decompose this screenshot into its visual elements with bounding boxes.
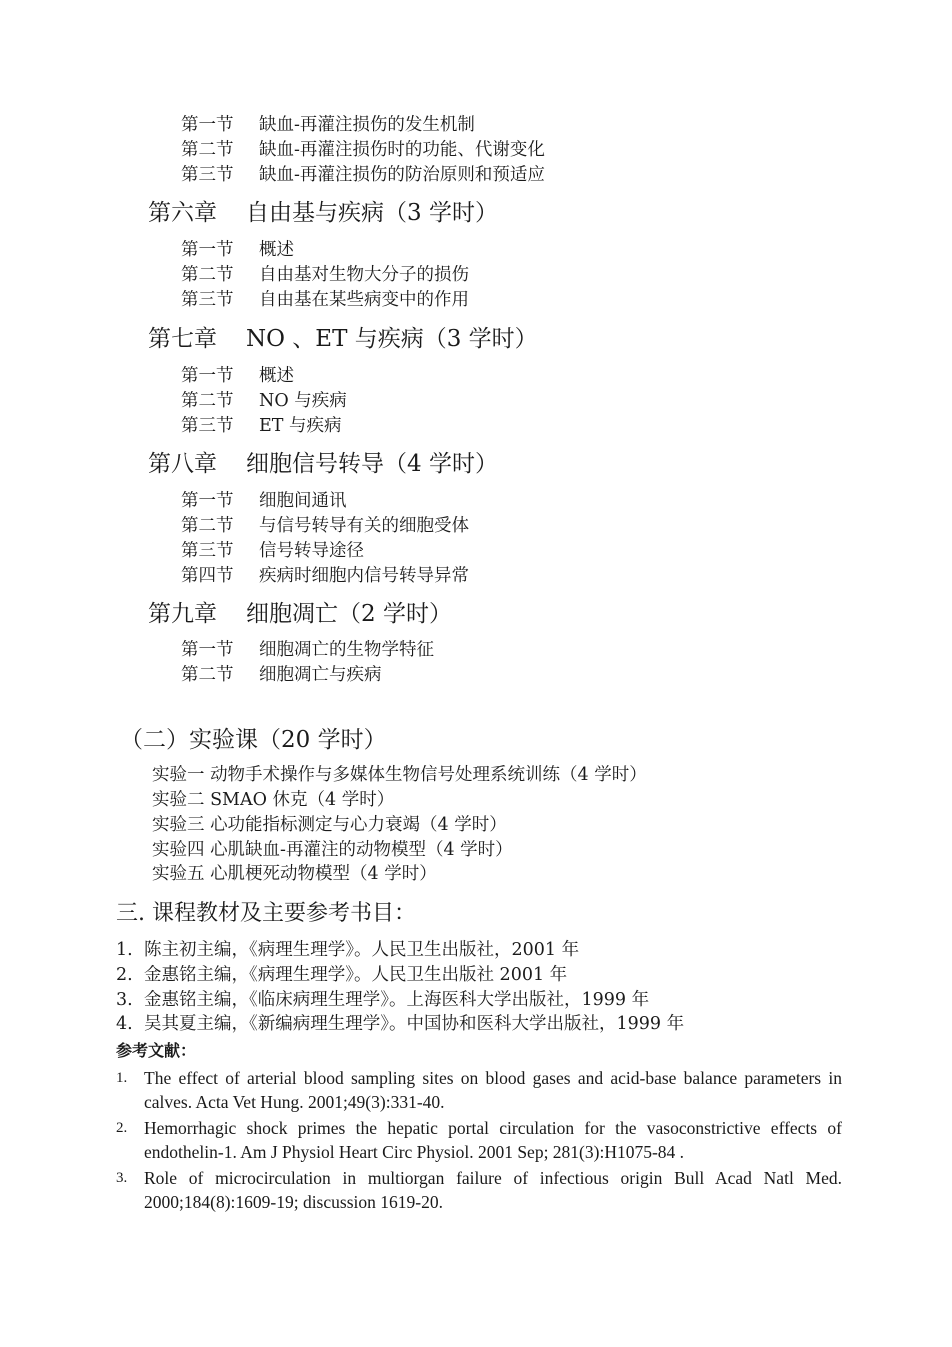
section-item: 第一节 概述	[181, 366, 294, 386]
chapter-heading: 第七章 NO 、ET 与疾病（3 学时）	[148, 326, 538, 352]
lab-item: 实验三 心功能指标测定与心力衰竭（4 学时）	[152, 815, 507, 835]
textbook-item: 3. 金惠铭主编，《临床病理生理学》。上海医科大学出版社，1999 年	[116, 990, 650, 1010]
section-item: 第三节 缺血-再灌注损伤的防治原则和预适应	[181, 165, 545, 185]
textbook-item: 4. 吴其夏主编，《新编病理生理学》。中国协和医科大学出版社，1999 年	[116, 1014, 685, 1034]
references-heading: 参考文献：	[116, 1041, 197, 1060]
chapter-heading: 第九章 细胞凋亡（2 学时）	[148, 601, 452, 627]
section-item: 第一节 细胞凋亡的生物学特征	[181, 640, 434, 660]
section-item: 第一节 细胞间通讯	[181, 491, 347, 511]
section-item: 第二节 与信号转导有关的细胞受体	[181, 516, 469, 536]
textbook-item: 1. 陈主初主编，《病理生理学》。人民卫生出版社，2001 年	[116, 940, 580, 960]
textbooks-heading: 三. 课程教材及主要参考书目：	[116, 901, 416, 926]
reference-item: 2. Hemorrhagic shock primes the hepatic portal circulation for the vasoconstrictive effects of endothelin-1. Am J Physiol Heart Circ Physiol. 2001 Sep; 281(3):H1075-84 .	[116, 1118, 842, 1162]
lab-item: 实验五 心肌梗死动物模型（4 学时）	[152, 864, 437, 884]
reference-item: 1. The effect of arterial blood sampling sites on blood gases and acid-base balance parameters in calves. Acta Vet Hung. 2001;49(3):331-40.	[116, 1068, 842, 1112]
section-item: 第二节 自由基对生物大分子的损伤	[181, 265, 469, 285]
textbook-item: 2. 金惠铭主编，《病理生理学》。人民卫生出版社 2001 年	[116, 965, 568, 985]
chapter-heading: 第六章 自由基与疾病（3 学时）	[148, 200, 498, 226]
section-item: 第三节 ET 与疾病	[181, 416, 342, 436]
section-item: 第三节 信号转导途径	[181, 541, 364, 561]
lab-item: 实验四 心肌缺血-再灌注的动物模型（4 学时）	[152, 840, 513, 860]
lab-item: 实验一 动物手术操作与多媒体生物信号处理系统训练（4 学时）	[152, 765, 647, 785]
section-item: 第一节 概述	[181, 240, 294, 260]
section-item: 第二节 缺血-再灌注损伤时的功能、代谢变化	[181, 140, 545, 160]
section-item: 第二节 细胞凋亡与疾病	[181, 665, 382, 685]
section-item: 第四节 疾病时细胞内信号转导异常	[181, 566, 469, 586]
section-item: 第一节 缺血-再灌注损伤的发生机制	[181, 115, 475, 135]
lab-course-heading: （二）实验课（20 学时）	[120, 727, 387, 753]
section-item: 第三节 自由基在某些病变中的作用	[181, 290, 469, 310]
section-item: 第二节 NO 与疾病	[181, 391, 347, 411]
lab-item: 实验二 SMAO 休克（4 学时）	[152, 790, 395, 810]
chapter-heading: 第八章 细胞信号转导（4 学时）	[148, 451, 498, 477]
reference-item: 3. Role of microcirculation in multiorgan failure of infectious origin Bull Acad Natl Med. 2000;184(8):1609-19; discussion 1619-20.	[116, 1168, 842, 1212]
